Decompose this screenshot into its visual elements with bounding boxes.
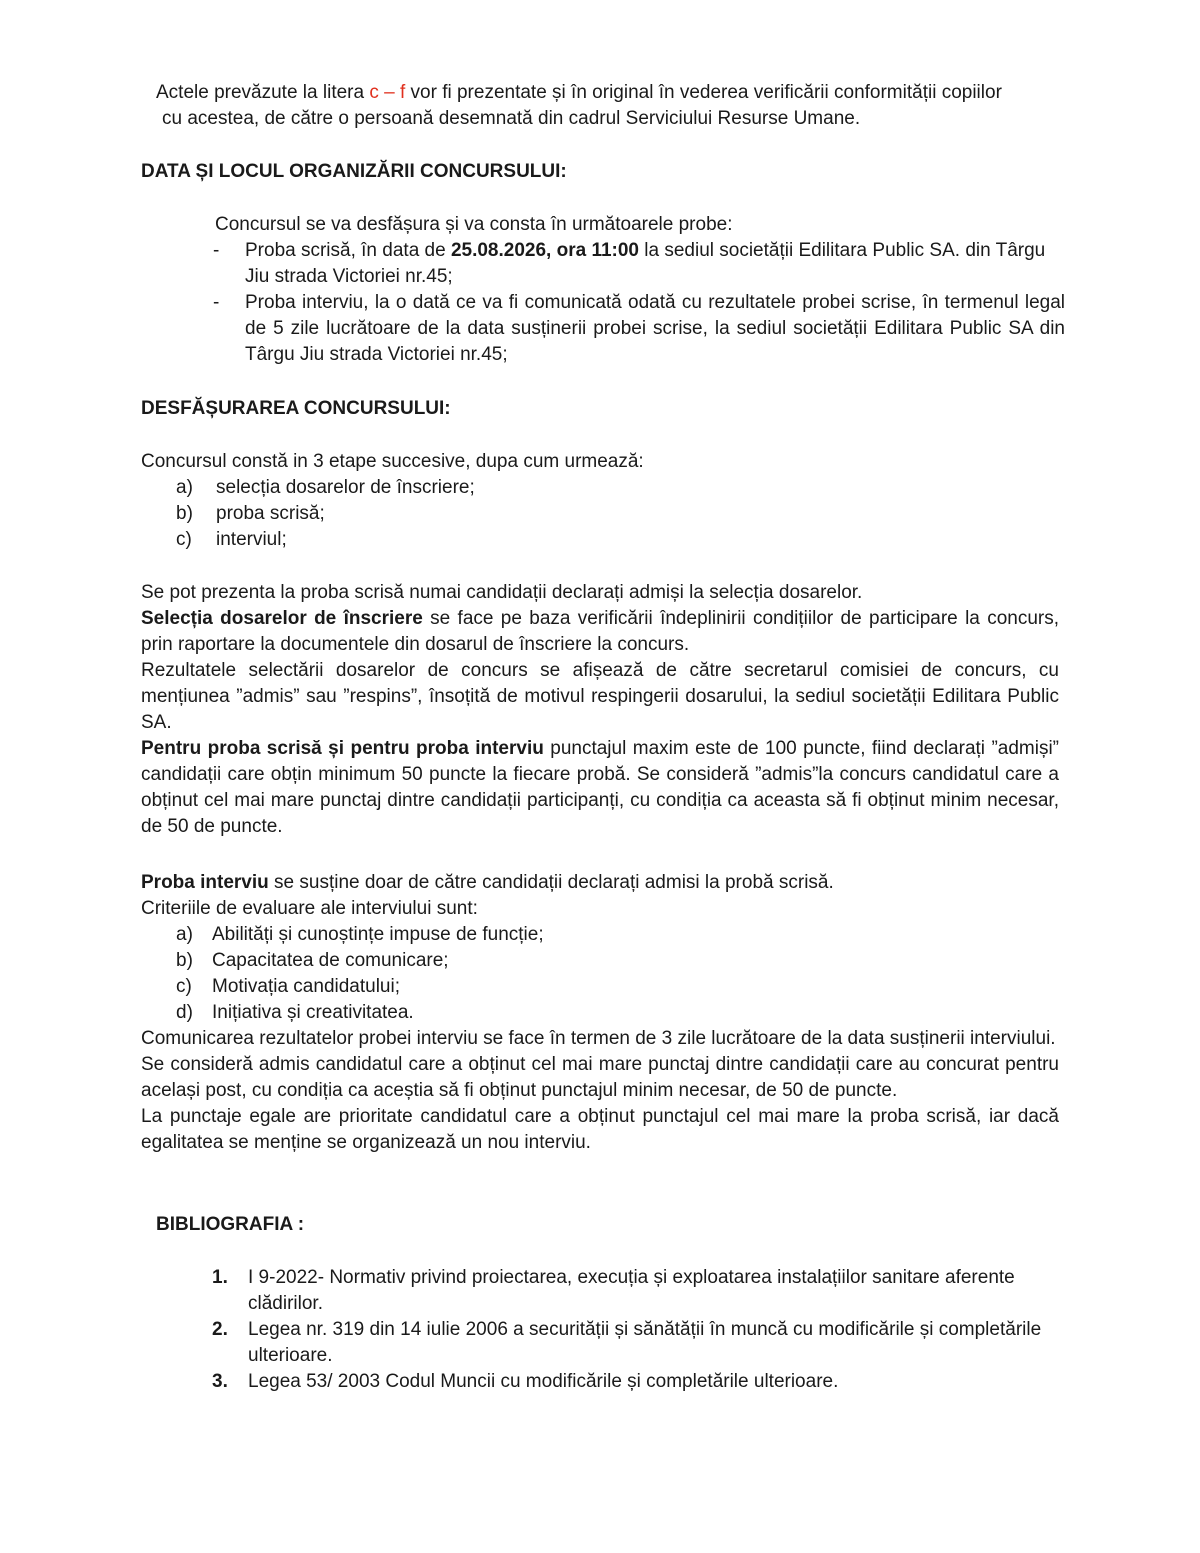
interviu-text: se susține doar de către candidații declarați admisi la probă scrisă. <box>268 872 834 893</box>
section-desfasurare-body <box>141 449 1059 553</box>
paragraph-egalitate: La punctaje egale are prioritate candidatul care a obținut punctajul cel mai mare la proba scrisă, iar dacă egalitatea se menține se organizează un nou interviu. <box>141 1106 1059 1153</box>
section-data-body <box>215 212 1065 368</box>
criterii-intro: Criteriile de evaluare ale interviului sunt: <box>141 898 478 919</box>
proba-interviu-item <box>213 290 1065 368</box>
proba-scrisa-item <box>213 238 1065 290</box>
list-marker: d) <box>176 1002 193 1023</box>
list-item-text: I 9-2022- Normativ privind proiectarea, execuția și exploatarea instalațiilor sanitare aferente clădirilor. <box>248 1267 1015 1314</box>
criterii-list <box>141 922 1059 1026</box>
selectie-bold: Selecția dosarelor de înscriere <box>141 608 423 629</box>
list-item-text: Capacitatea de comunicare; <box>212 950 449 971</box>
list-item <box>176 948 1059 974</box>
list-item-text: Motivația candidatului; <box>212 976 400 997</box>
list-item <box>176 527 1059 553</box>
section-heading-data-loc: DATA ȘI LOCUL ORGANIZĂRII CONCURSULUI: <box>141 161 567 182</box>
list-item <box>176 475 1059 501</box>
list-item-text: Legea nr. 319 din 14 iulie 2006 a securității și sănătății în muncă cu modificările și completările ulterioare. <box>248 1319 1042 1366</box>
section-interviu <box>141 870 1059 1156</box>
list-item-text: Inițiativa și creativitatea. <box>212 1002 414 1023</box>
interviu-bold: Proba interviu <box>141 872 269 893</box>
proba-interviu-text: Proba interviu, la o dată ce va fi comunicată odată cu rezultatele probei scrise, în termenul legal de 5 zile lucrătoare de la data susținerii probei scrise, la sediul societății Edilitara Public SA din Târgu Jiu strada Victoriei nr.45; <box>245 292 1065 365</box>
proba-scrisa-date: 25.08.2026, ora 11:00 <box>450 240 639 261</box>
list-marker: b) <box>176 950 193 971</box>
list-item <box>212 1317 1062 1369</box>
paragraph-rezultate: Rezultatele selectării dosarelor de concurs se afișează de către secretarul comisiei de concurs, cu mențiunea ”admis” sau ”respins”, însoțită de motivul respingerii dosarului, la sediul societății Edilitara Public SA. <box>141 660 1059 733</box>
paragraph-punctaj <box>141 736 1059 840</box>
punctaj-text: punctajul maxim este de 100 puncte, fiind declarați ”admiși” candidații care obțin minimum 50 puncte la fiecare probă. Se consideră ”admis”la concurs candidatul care a obținut cel mai mare punctaj dintre candidații participanți, cu condiția ca aceasta să fi obținut minim necesar, de 50 de puncte. <box>141 738 1059 837</box>
intro-letter-range: c – f <box>369 82 406 103</box>
proba-scrisa-text-b: la sediul societății Edilitara Public SA. din Târgu Jiu strada Victoriei nr.45; <box>245 240 1046 287</box>
intro-text-b: vor fi prezentate și în original în vederea verificării conformității copiilor <box>405 82 1002 103</box>
list-marker: c) <box>176 976 192 997</box>
desfasurare-intro: Concursul constă in 3 etape succesive, dupa cum urmează: <box>141 451 644 472</box>
list-marker: c) <box>176 529 192 550</box>
section-heading-desfasurare: DESFĂȘURAREA CONCURSULUI: <box>141 398 451 419</box>
section-data-intro: Concursul se va desfășura și va consta în următoarele probe: <box>215 214 733 235</box>
intro-line-2: cu acestea, de către o persoană desemnată din cadrul Serviciului Resurse Umane. <box>162 108 861 129</box>
selectie-text: se face pe baza verificării îndeplinirii condițiilor de participare la concurs, prin raportare la documentele din dosarul de înscriere la concurs. <box>141 608 1060 655</box>
section-desfasurare-paragraphs <box>141 580 1059 840</box>
list-item <box>212 1265 1062 1317</box>
proba-scrisa-text-a: Proba scrisă, în data de <box>245 240 451 261</box>
list-item-text: Abilități și cunoștințe impuse de funcție; <box>212 924 544 945</box>
list-marker: a) <box>176 477 193 498</box>
paragraph-admis: Se consideră admis candidatul care a obținut cel mai mare punctaj dintre candidații care au concurat pentru același post, cu condiția ca aceștia să fi obținut punctajul minim necesar, de 50 de puncte. <box>141 1054 1059 1101</box>
interviu-intro <box>141 870 1059 896</box>
list-item <box>212 1369 1062 1395</box>
list-item <box>176 1000 1059 1026</box>
intro-line-1 <box>156 80 1066 106</box>
intro-paragraph <box>156 80 1066 132</box>
list-marker: a) <box>176 924 193 945</box>
paragraph-selectie <box>141 606 1059 658</box>
punctaj-bold: Pentru proba scrisă și pentru proba interviu <box>141 738 544 759</box>
list-item <box>176 974 1059 1000</box>
list-item-text: proba scrisă; <box>216 503 325 524</box>
list-item <box>176 501 1059 527</box>
list-item-text: Legea 53/ 2003 Codul Muncii cu modificările și completările ulterioare. <box>248 1371 839 1392</box>
list-item <box>176 922 1059 948</box>
list-item-text: interviul; <box>216 529 287 550</box>
list-item-text: selecția dosarelor de înscriere; <box>216 477 475 498</box>
list-marker: b) <box>176 503 193 524</box>
list-marker: 2. <box>212 1319 228 1340</box>
dash-bullet: - <box>213 292 220 313</box>
bibliografie-list <box>212 1265 1062 1395</box>
list-marker: 1. <box>212 1267 228 1288</box>
paragraph-prezentare: Se pot prezenta la proba scrisă numai candidații declarați admiși la selecția dosarelor. <box>141 582 863 603</box>
section-heading-bibliografie: BIBLIOGRAFIA : <box>156 1214 305 1235</box>
dash-bullet: - <box>213 240 220 261</box>
intro-text-a: Actele prevăzute la litera <box>156 82 370 103</box>
paragraph-comunicare: Comunicarea rezultatelor probei interviu se face în termen de 3 zile lucrătoare de la data susținerii interviului. <box>141 1028 1056 1049</box>
etape-list <box>141 475 1059 553</box>
list-marker: 3. <box>212 1371 228 1392</box>
